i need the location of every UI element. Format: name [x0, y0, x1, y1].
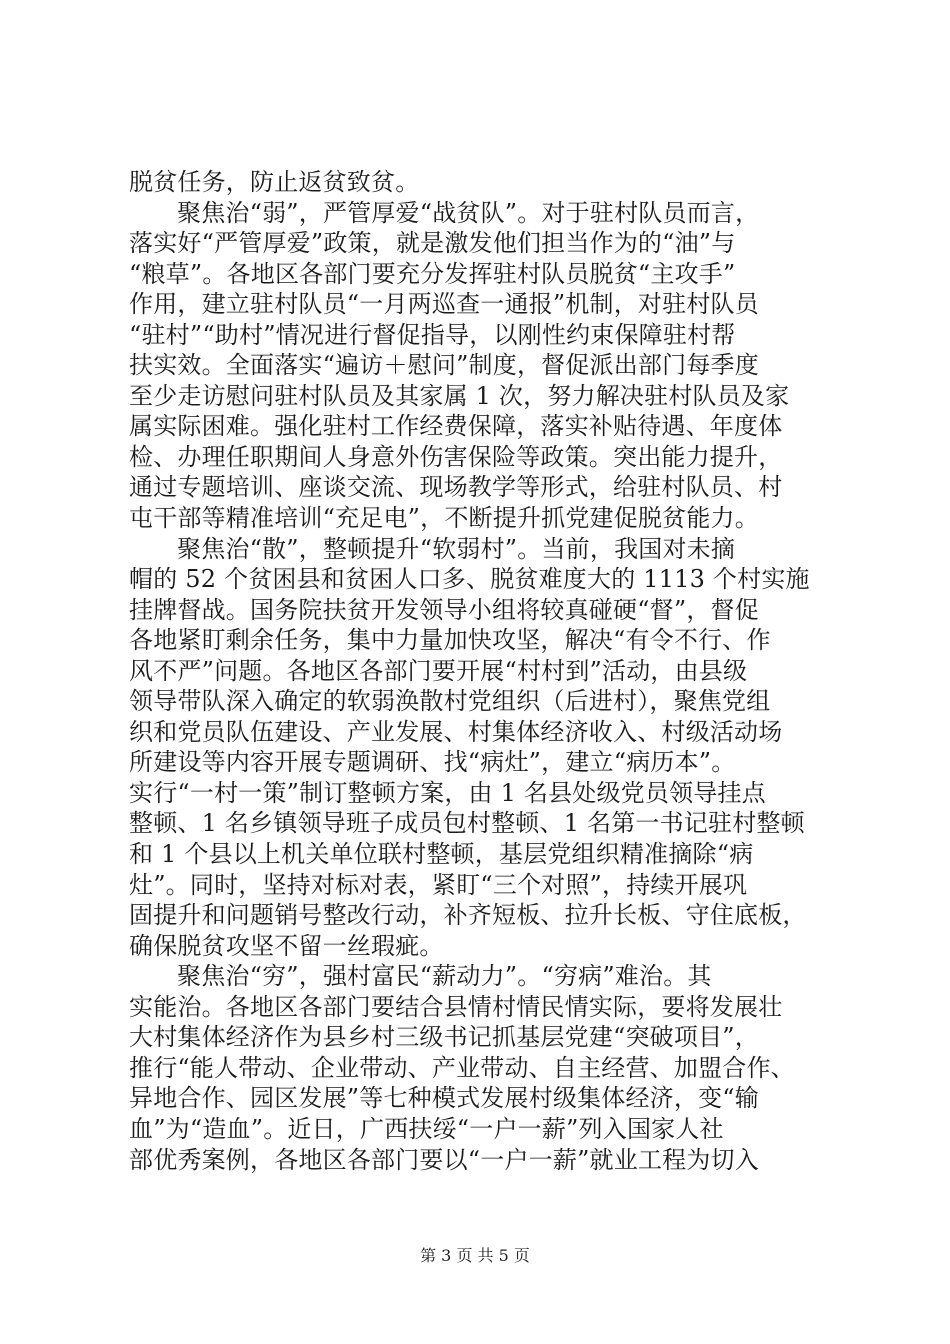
text-line: 和 1 个县以上机关单位联村整顿，基层党组织精准摘除“病 — [129, 840, 754, 869]
text-line: 检、办理任职期间人身意外伤害保险等政策。突出能力提升， — [129, 442, 783, 471]
text-line: 屯干部等精准培训“充足电”，不断提升抓党建促脱贫能力。 — [129, 504, 759, 533]
text-line: 脱贫任务，防止返贫致贫。 — [129, 168, 420, 196]
text-line: 领导带队深入确定的软弱涣散村党组织（后进村），聚焦党组 — [129, 687, 771, 716]
text-line: 所建设等内容开展专题调研、找“病灶”，建立“病历本”。 — [129, 748, 736, 777]
text-line: 异地合作、园区发展”等七种模式发展村级集体经济，变“输 — [129, 1084, 759, 1113]
text-line: 部优秀案例，各地区各部门要以“一户一薪”就业工程为切入 — [129, 1145, 759, 1174]
text-line: 整顿、1 名乡镇领导班子成员包村整顿、1 名第一书记驻村整顿 — [129, 809, 805, 838]
text-line: 帽的 52 个贫困县和贫困人口多、脱贫难度大的 1113 个村实施 — [129, 565, 810, 594]
page-footer: 第 3 页 共 5 页 — [420, 1246, 530, 1265]
text-line: 落实好“严管厚爱”政策，就是激发他们担当作为的“油”与 — [129, 229, 736, 258]
text-line: 固提升和问题销号整改行动，补齐短板、拉升长板、守住底板， — [129, 901, 807, 930]
text-line: 织和党员队伍建设、产业发展、村集体经济收入、村级活动场 — [129, 717, 783, 746]
document-body — [129, 167, 829, 1175]
text-line: 挂牌督战。国务院扶贫开发领导小组将较真碰硬“督”，督促 — [129, 595, 759, 624]
text-line: 聚焦治“穷”，强村富民“薪动力”。“穷病”难治。其 — [177, 962, 712, 991]
text-line: 血”为“造血”。近日，广西扶绥“一户一薪”列入国家人社 — [129, 1114, 724, 1143]
text-line: 属实际困难。强化驻村工作经费保障，落实补贴待遇、年度体 — [129, 412, 783, 441]
text-line: 确保脱贫攻坚不留一丝瑕疵。 — [129, 931, 444, 960]
text-line: 推行“能人带动、企业带动、产业带动、自主经营、加盟合作、 — [129, 1053, 795, 1082]
text-line: “驻村”“助村”情况进行督促指导，以刚性约束保障驻村帮 — [129, 320, 736, 349]
text-line: 各地紧盯剩余任务，集中力量加快攻坚，解决“有令不行、作 — [129, 626, 771, 655]
text-line: “粮草”。各地区各部门要充分发挥驻村队员脱贫“主攻手” — [129, 259, 736, 288]
text-line: 大村集体经济作为县乡村三级书记抓基层党建“突破项目”， — [129, 1023, 759, 1052]
text-line: 至少走访慰问驻村队员及其家属 1 次，努力解决驻村队员及家 — [129, 381, 790, 410]
text-line: 作用，建立驻村队员“一月两巡查一通报”机制，对驻村队员 — [129, 290, 759, 319]
text-line: 聚焦治“弱”，严管厚爱“战贫队”。对于驻村队员而言， — [177, 198, 760, 227]
text-line: 通过专题培训、座谈交流、现场教学等形式，给驻村队员、村 — [129, 473, 783, 502]
text-line: 风不严”问题。各地区各部门要开展“村村到”活动，由县级 — [129, 656, 748, 685]
text-line: 扶实效。全面落实“遍访＋慰问”制度，督促派出部门每季度 — [129, 351, 759, 380]
text-line: 实能治。各地区各部门要结合县情村情民情实际，要将发展壮 — [129, 992, 783, 1021]
text-line: 实行“一村一策”制订整顿方案，由 1 名县处级党员领导挂点 — [129, 778, 766, 807]
text-line: 灶”。同时，坚持对标对表，紧盯“三个对照”，持续开展巩 — [129, 870, 748, 899]
text-line: 聚焦治“散”，整顿提升“软弱村”。当前，我国对未摘 — [177, 534, 736, 563]
